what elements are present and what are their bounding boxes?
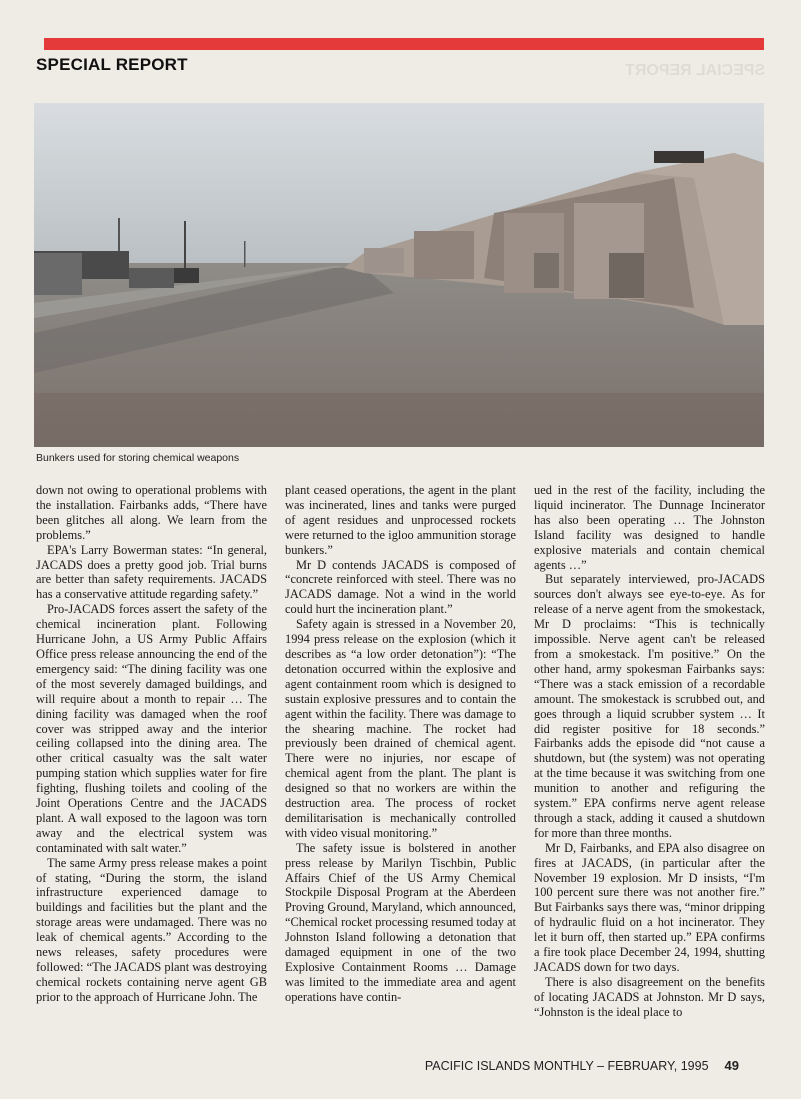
bunkers-photo [34,103,764,447]
paragraph: The safety issue is bolstered in another press release by Marilyn Tischbin, Public Affairs Chief of the US Army Chemical Stockpile Disposal Program at the Aberdeen Proving Ground, Maryland, which announced, “Chemical rocket processing resumed today at Johnston Island following a detonation that damaged equipment in one of the two Explosive Containment Rooms … Damage was limited to the immediate area and agent operations have contin- [285,840,516,1004]
paragraph: Mr D contends JACADS is composed of “concrete reinforced with steel. There was no JACADS damage. Not a wind in the world could hurt the incineration plant.” [285,557,516,617]
page-number: 49 [724,1058,739,1073]
text-column-3 [534,483,765,1020]
paragraph: Safety again is stressed in a November 20, 1994 press release on the explosion (which it describes as “a low order detonation”): “The detonation occurred within the explosive and agent containment room which is designed to sustain explosive pressures and to contain the agent within the facility. There was damage to the shearing machine. The rocket had previously been drained of chemical agent. There were no injuries, nor escape of chemical agent from the plant. The plant is designed so that no workers are within the destruction area. The process of rocket demilitarisation is mechanically controlled with video visual monitoring.” [285,617,516,840]
paragraph: EPA's Larry Bowerman states: “In general, JACADS does a pretty good job. Trial burns are better than safety requirements. JACADS has a conservative attitude regarding safety.” [36,542,267,602]
photo-caption: Bunkers used for storing chemical weapons [36,452,240,464]
header-accent-bar [44,38,764,50]
paragraph: Pro-JACADS forces assert the safety of the chemical incineration plant. Following Hurricane John, a US Army Public Affairs Office press release announcing the end of the emergency said: “The dining facility was one of the most severely damaged buildings, and will require about a month to repair … The dining facility was damaged when the roof cover was stripped away and the interior ceiling collapsed into the dining area. The other critical casualty was the salt water pumping station which supplies water for fire fighting, flushing toilets and cooling of the Joint Operations Centre and the JACADS plant. A wall exposed to the lagoon was torn away and the electrical system was contaminated with salt water.” [36,602,267,855]
text-column-1 [36,483,267,1005]
show-through-text: SPECIAL REPORT [624,62,765,79]
paragraph: ued in the rest of the facility, including the liquid incinerator. The Dunnage Incinerator has also been operating … The Johnston Island facility was designed to handle explosive materials and contain chemical agents …” [534,483,765,572]
paragraph: But separately interviewed, pro-JACADS sources don't always see eye-to-eye. As for release of a nerve agent from the smokestack, Mr D proclaims: “This is technically impossible. Nerve agent can't be released from a smokestack. I'm positive.” On the other hand, army spokesman Fairbanks says: “There was a stack emission of a recordable amount. The smokestack is scrubbed out, and goes through a liquid scrubber system … It did register positive for 18 seconds.” Fairbanks adds the episode did “not cause a shutdown, but (the system) was not operating at the time because it was switching from one munition to another and refiguring the system.” EPA confirms nerve agent release through a stack, adding it caused a shutdown for more than three months. [534,572,765,840]
paragraph: Mr D, Fairbanks, and EPA also disagree on fires at JACADS, (in particular after the November 19 explosion. Mr D insists, “I'm 100 percent sure there was not another fire.” But Fairbanks says there was, “minor dripping of hydraulic fluid on a hot incinerator. They let it burn off, then started up.” EPA confirms a fire took place December 24, 1994, shutting JACADS down for two days. [534,840,765,974]
text-column-2 [285,483,516,1005]
page-footer [425,1058,739,1073]
paragraph: plant ceased operations, the agent in the plant was incinerated, lines and tanks were purged of agent residues and unprocessed rockets were returned to the igloo ammunition storage bunkers.” [285,483,516,557]
paragraph: There is also disagreement on the benefits of locating JACADS at Johnston. Mr D says, “Johnston is the ideal place to [534,974,765,1019]
section-label: SPECIAL REPORT [36,55,188,74]
publication-line: PACIFIC ISLANDS MONTHLY – FEBRUARY, 1995 [424,1059,709,1073]
paragraph: The same Army press release makes a point of stating, “During the storm, the island infrastructure experienced damage to buildings and facilities but the plant and the storage areas were undamaged. There was no leak of chemical agents.” According to the news releases, safety procedures were followed: “The JACADS plant was destroying chemical rockets containing nerve agent GB prior to the approach of Hurricane John. The [36,855,267,1004]
paragraph: down not owing to operational problems with the installation. Fairbanks adds, “There have been glitches all along. We learn from the problems.” [36,483,267,542]
